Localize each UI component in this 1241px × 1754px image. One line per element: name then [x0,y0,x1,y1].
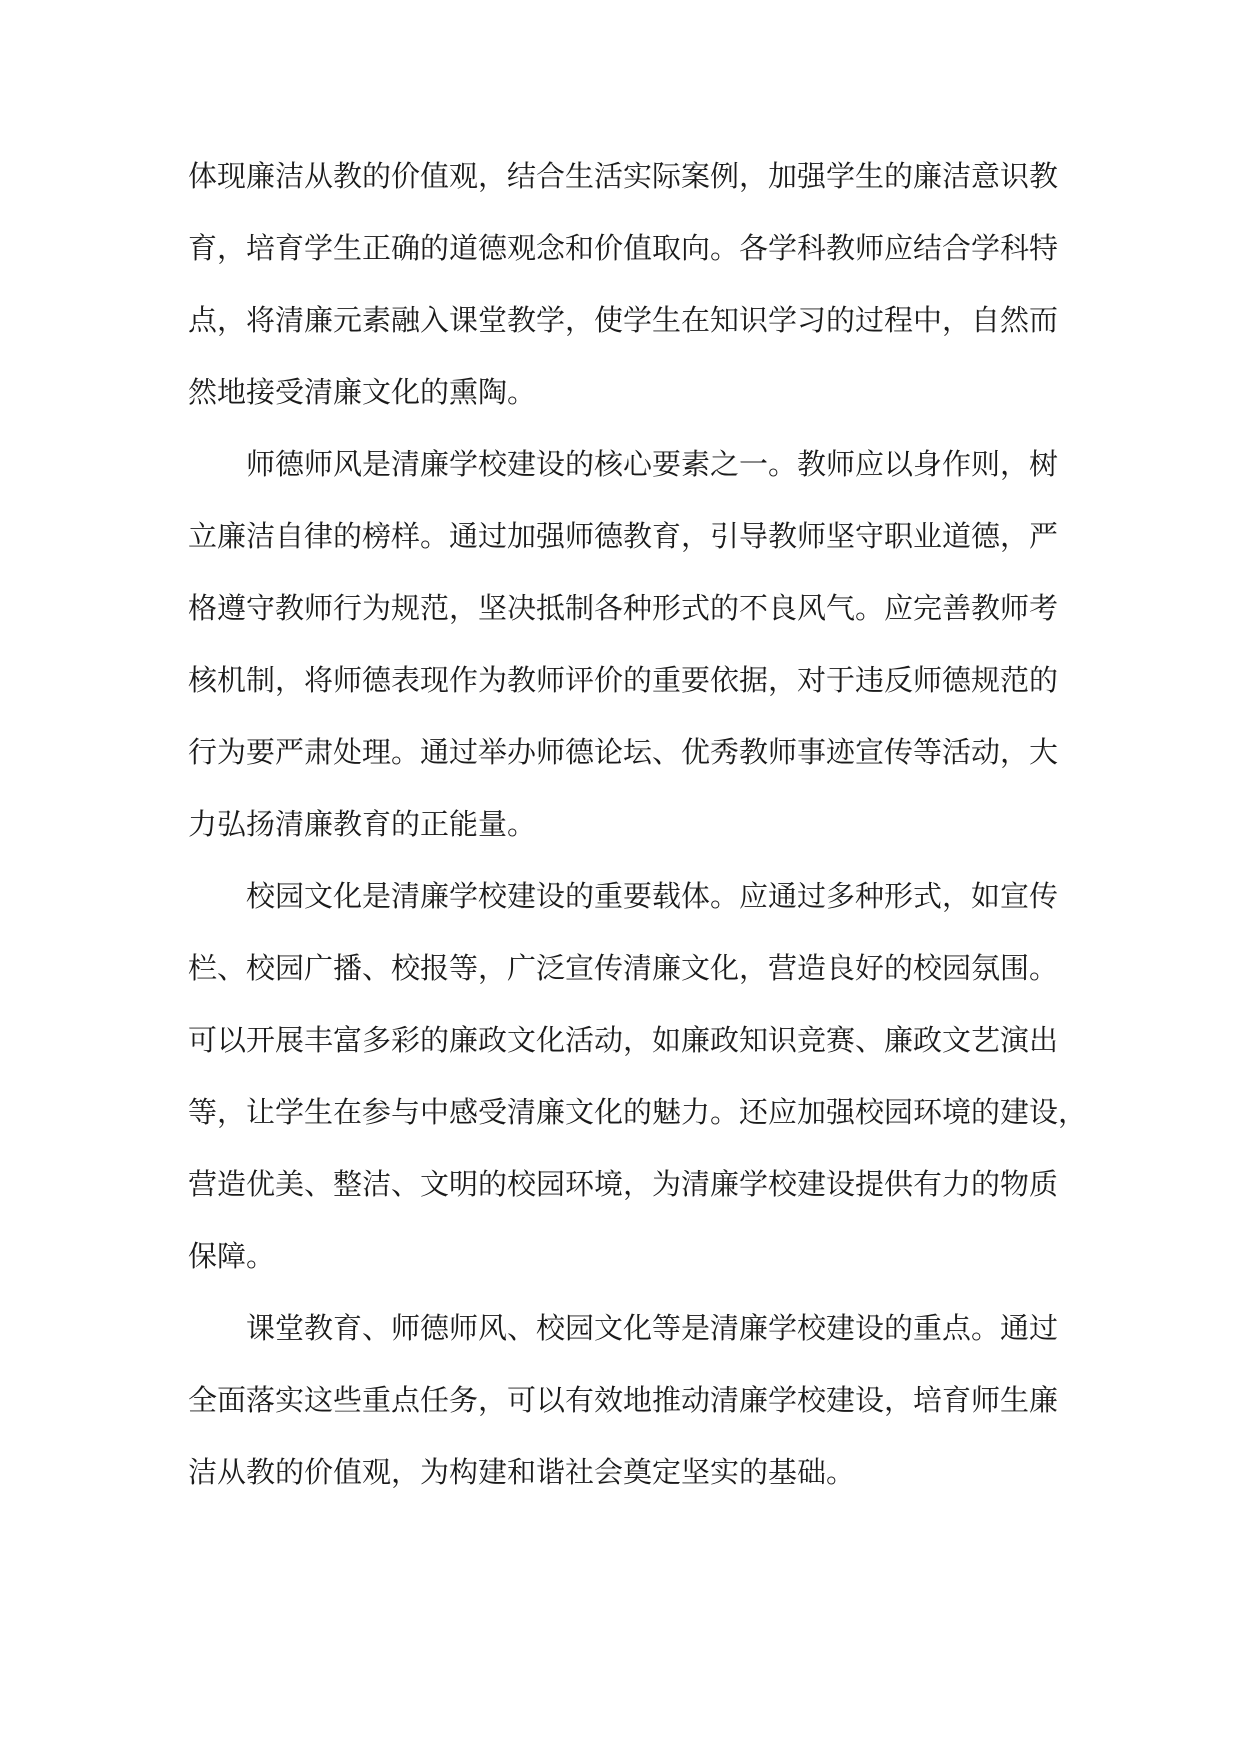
text-line: 育，培育学生正确的道德观念和价值取向。各学科教师应结合学科特 [188,231,1059,265]
text-line: 校园文化是清廉学校建设的重要载体。应通过多种形式，如宣传 [246,879,1059,913]
text-line: 可以开展丰富多彩的廉政文化活动，如廉政知识竞赛、廉政文艺演出 [188,1023,1059,1057]
text-line: 课堂教育、师德师风、校园文化等是清廉学校建设的重点。通过 [246,1311,1059,1345]
paragraph-2 [188,428,1059,860]
text-line: 点，将清廉元素融入课堂教学，使学生在知识学习的过程中，自然而 [188,303,1059,337]
text-line: 保障。 [188,1239,276,1273]
text-line: 核机制，将师德表现作为教师评价的重要依据，对于违反师德规范的 [188,663,1059,697]
text-line: 等，让学生在参与中感受清廉文化的魅力。还应加强校园环境的建设， [188,1095,1088,1129]
paragraph-4 [188,1292,1059,1508]
paragraph-1 [188,140,1059,428]
text-line: 师德师风是清廉学校建设的核心要素之一。教师应以身作则，树 [246,447,1059,481]
text-line: 格遵守教师行为规范，坚决抵制各种形式的不良风气。应完善教师考 [188,591,1059,625]
text-line: 全面落实这些重点任务，可以有效地推动清廉学校建设，培育师生廉 [188,1383,1059,1417]
text-line: 体现廉洁从教的价值观，结合生活实际案例，加强学生的廉洁意识教 [188,159,1059,193]
text-line: 行为要严肃处理。通过举办师德论坛、优秀教师事迹宣传等活动，大 [188,735,1059,769]
text-line: 营造优美、整洁、文明的校园环境，为清廉学校建设提供有力的物质 [188,1167,1059,1201]
text-line: 立廉洁自律的榜样。通过加强师德教育，引导教师坚守职业道德，严 [188,519,1059,553]
text-line: 栏、校园广播、校报等，广泛宣传清廉文化，营造良好的校园氛围。 [188,951,1059,985]
text-line: 洁从教的价值观，为构建和谐社会奠定坚实的基础。 [188,1455,856,1489]
text-line: 然地接受清廉文化的熏陶。 [188,375,537,409]
body-text [188,140,1088,1508]
paragraph-3 [188,860,1088,1292]
text-line: 力弘扬清廉教育的正能量。 [188,807,537,841]
